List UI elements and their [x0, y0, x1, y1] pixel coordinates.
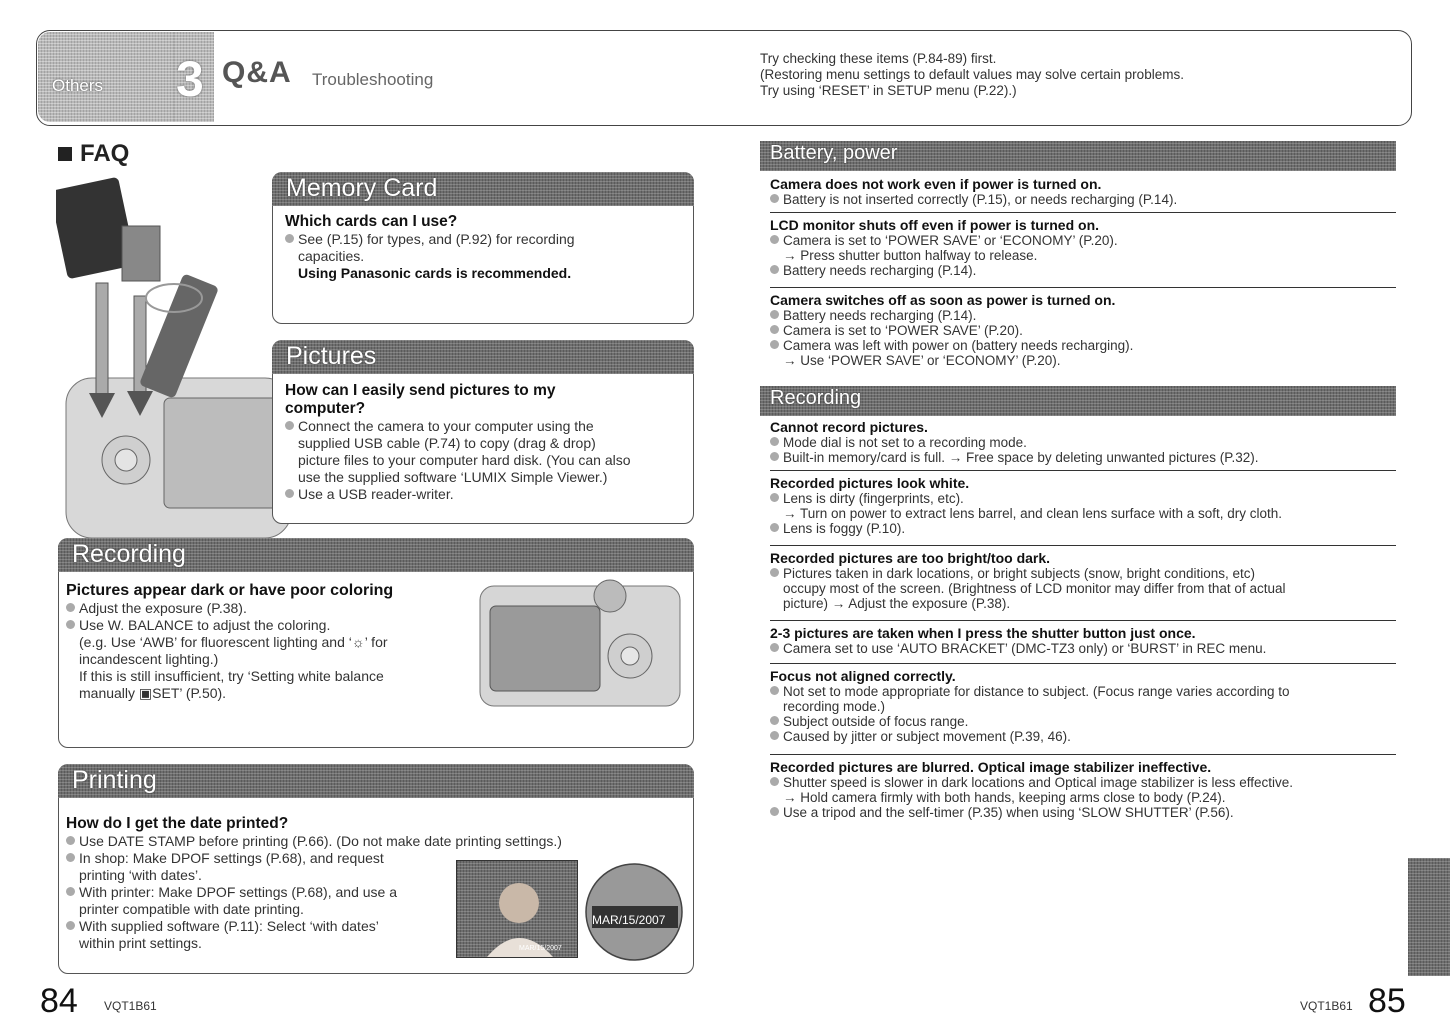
battery-power-bar: [760, 141, 1396, 171]
bullet-icon: [770, 235, 779, 244]
faq-title: FAQ: [80, 140, 130, 167]
bullet-icon: [285, 234, 294, 243]
bullet-icon: [770, 807, 779, 816]
portrait-photo: [457, 861, 577, 957]
bullet-icon: [770, 325, 779, 334]
bullet-icon: [770, 437, 779, 446]
trouble-question: Recorded pictures look white.: [770, 475, 970, 491]
bullet-icon: [66, 921, 75, 930]
faq-question: computer?: [285, 400, 366, 417]
trouble-answer: Camera set to use ‘AUTO BRACKET’ (DMC-TZ3 only) or ‘BURST’ in REC menu.: [783, 641, 1267, 656]
pictures-banner: [272, 340, 694, 374]
troubleshooting-item: [770, 419, 1396, 471]
trouble-answer: Mode dial is not set to a recording mode.: [783, 435, 1027, 450]
trouble-answer: Lens is dirty (fingerprints, etc).: [783, 491, 964, 506]
trouble-answer: occupy most of the screen. (Brightness of LCD monitor may differ from that of actual: [783, 581, 1286, 596]
trouble-answer: Subject outside of focus range.: [783, 714, 969, 729]
page-number-right: 85: [1368, 982, 1406, 1020]
banner-label: Pictures: [286, 342, 377, 370]
page-title: Q&A: [222, 56, 292, 89]
page-number-left: 84: [40, 982, 78, 1020]
faq-answer: See (P.15) for types, and (P.92) for recording: [298, 231, 575, 247]
bullet-icon: [66, 887, 75, 896]
faq-answer: Use W. BALANCE to adjust the coloring.: [79, 617, 331, 633]
bullet-icon: [66, 620, 75, 629]
bullet-icon: [770, 194, 779, 203]
trouble-answer: → Turn on power to extract lens barrel, and clean lens surface with a soft, dry cloth.: [783, 506, 1282, 521]
bullet-icon: [770, 686, 779, 695]
side-index-tab: [1408, 858, 1450, 976]
faq-answer: In shop: Make DPOF settings (P.68), and request: [79, 850, 384, 866]
faq-answer: picture files to your computer hard disk. (You can also: [298, 452, 631, 468]
trouble-question: Recorded pictures are blurred. Optical image stabilizer ineffective.: [770, 759, 1212, 775]
camera-card-illustration: [56, 168, 296, 548]
faq-answer: Use DATE STAMP before printing (P.66). (Do not make date printing settings.): [79, 833, 562, 849]
faq-answer: With supplied software (P.11): Select ‘with dates’: [79, 918, 379, 934]
recording-content: [66, 582, 476, 702]
note-line: (Restoring menu settings to default values may solve certain problems.: [760, 67, 1184, 82]
date-magnifier: [572, 856, 712, 962]
trouble-answer: Camera is set to ‘POWER SAVE’ (P.20).: [783, 323, 1023, 338]
trouble-answer: Battery needs recharging (P.14).: [783, 308, 977, 323]
faq-answer: printer compatible with date printing.: [79, 901, 304, 917]
faq-answer: use the supplied software ‘LUMIX Simple Viewer.): [298, 469, 608, 485]
bullet-icon: [770, 523, 779, 532]
bullet-icon: [66, 853, 75, 862]
bullet-icon: [66, 836, 75, 845]
memory-card-content: [285, 213, 685, 282]
bullet-icon: [770, 265, 779, 274]
trouble-answer: Camera was left with power on (battery needs recharging).: [783, 338, 1134, 353]
header-note: [760, 51, 1184, 99]
troubleshooting-item: [770, 759, 1396, 831]
page-subtitle: Troubleshooting: [312, 70, 434, 89]
model-code-left: VQT1B61: [104, 999, 157, 1013]
faq-answer: Adjust the exposure (P.38).: [79, 600, 247, 616]
trouble-answer: recording mode.): [783, 699, 886, 714]
faq-answer: Use a USB reader-writer.: [298, 486, 454, 502]
pictures-content: [285, 382, 685, 503]
trouble-answer: Use a tripod and the self-timer (P.35) when using ‘SLOW SHUTTER’ (P.56).: [783, 805, 1234, 820]
faq-answer: If this is still insufficient, try ‘Setting white balance: [79, 668, 384, 684]
bullet-icon: [285, 489, 294, 498]
faq-emphasis: Using Panasonic cards is recommended.: [298, 265, 572, 281]
trouble-answer: Lens is foggy (P.10).: [783, 521, 906, 536]
bullet-icon: [66, 603, 75, 612]
bullet-icon: [770, 493, 779, 502]
trouble-answer: picture) → Adjust the exposure (P.38).: [783, 596, 1011, 611]
section-tab-others: [38, 32, 174, 122]
faq-answer: (e.g. Use ‘AWB’ for fluorescent lighting and ‘☼’ for: [79, 634, 388, 650]
faq-answer: Connect the camera to your computer using the: [298, 418, 594, 434]
bullet-icon: [770, 452, 779, 461]
trouble-question: LCD monitor shuts off even if power is turned on.: [770, 217, 1100, 233]
note-line: Try using ‘RESET’ in SETUP menu (P.22).): [760, 83, 1017, 98]
troubleshooting-item: [770, 550, 1396, 621]
note-line: Try checking these items (P.84-89) first.: [760, 51, 997, 66]
model-code-right: VQT1B61: [1300, 999, 1353, 1013]
bullet-icon: [770, 568, 779, 577]
trouble-question: 2-3 pictures are taken when I press the shutter button just once.: [770, 625, 1196, 641]
bullet-icon: [770, 340, 779, 349]
troubleshooting-item: [770, 475, 1396, 546]
faq-answer: capacities.: [298, 248, 365, 264]
recording-bar: [760, 386, 1396, 416]
section-bar-label: Recording: [770, 387, 862, 409]
trouble-answer: Caused by jitter or subject movement (P.39, 46).: [783, 729, 1071, 744]
bullet-icon: [770, 777, 779, 786]
troubleshooting-item: [770, 217, 1396, 288]
banner-label: Printing: [72, 766, 157, 794]
bullet-icon: [770, 643, 779, 652]
print-photo-example: [456, 860, 578, 958]
troubleshooting-item: [770, 625, 1396, 664]
bullet-icon: [770, 716, 779, 725]
trouble-answer: Shutter speed is slower in dark locations and Optical image stabilizer is less effective.: [783, 775, 1293, 790]
trouble-question: Camera does not work even if power is turned on.: [770, 176, 1102, 192]
trouble-answer: Built-in memory/card is full. → Free space by deleting unwanted pictures (P.32).: [783, 450, 1259, 465]
faq-answer: supplied USB cable (P.74) to copy (drag & drop): [298, 435, 596, 451]
chapter-number: 3: [176, 51, 204, 107]
faq-question: Which cards can I use?: [285, 213, 458, 230]
section-tab-label: Others: [52, 76, 104, 95]
section-bar-label: Battery, power: [770, 142, 898, 164]
trouble-question: Cannot record pictures.: [770, 419, 928, 435]
faq-question: How do I get the date printed?: [66, 815, 289, 832]
square-bullet-icon: [58, 147, 72, 161]
troubleshooting-item: [770, 176, 1396, 213]
banner-label: Memory Card: [286, 174, 438, 202]
trouble-answer: Pictures taken in dark locations, or bright subjects (snow, bright conditions, etc): [783, 566, 1255, 581]
printing-banner: [58, 764, 694, 798]
trouble-answer: → Hold camera firmly with both hands, keeping arms close to body (P.24).: [783, 790, 1226, 805]
trouble-answer: → Use ‘POWER SAVE’ or ‘ECONOMY’ (P.20).: [783, 353, 1061, 368]
banner-label: Recording: [72, 540, 186, 568]
troubleshooting-item: [770, 668, 1396, 755]
trouble-answer: Battery is not inserted correctly (P.15), or needs recharging (P.14).: [783, 192, 1178, 207]
trouble-answer: → Press shutter button halfway to release.: [783, 248, 1038, 263]
faq-answer: With printer: Make DPOF settings (P.68), and use a: [79, 884, 397, 900]
trouble-answer: Battery needs recharging (P.14).: [783, 263, 977, 278]
photo-date-caption: MAR/15/2007: [519, 945, 562, 952]
faq-answer: incandescent lighting.): [79, 651, 219, 667]
trouble-question: Recorded pictures are too bright/too dark.: [770, 550, 1051, 566]
trouble-answer: Not set to mode appropriate for distance to subject. (Focus range varies according to: [783, 684, 1290, 699]
camera-back-illustration: [470, 566, 690, 716]
photo-date-stamp: MAR/15/2007: [592, 913, 666, 927]
faq-question: How can I easily send pictures to my: [285, 382, 556, 399]
bullet-icon: [770, 731, 779, 740]
faq-answer: within print settings.: [79, 935, 202, 951]
chapter-number-tab: [174, 32, 214, 122]
faq-answer: manually ▣SET’ (P.50).: [79, 685, 227, 701]
trouble-question: Camera switches off as soon as power is turned on.: [770, 292, 1116, 308]
bullet-icon: [770, 310, 779, 319]
memory-card-banner: [272, 172, 694, 206]
trouble-answer: Camera is set to ‘POWER SAVE’ or ‘ECONOMY’ (P.20).: [783, 233, 1118, 248]
bullet-icon: [285, 421, 294, 430]
faq-answer: printing ‘with dates’.: [79, 867, 202, 883]
faq-question: Pictures appear dark or have poor coloring: [66, 582, 394, 599]
faq-heading: [58, 140, 129, 168]
trouble-question: Focus not aligned correctly.: [770, 668, 956, 684]
troubleshooting-item: [770, 292, 1396, 376]
